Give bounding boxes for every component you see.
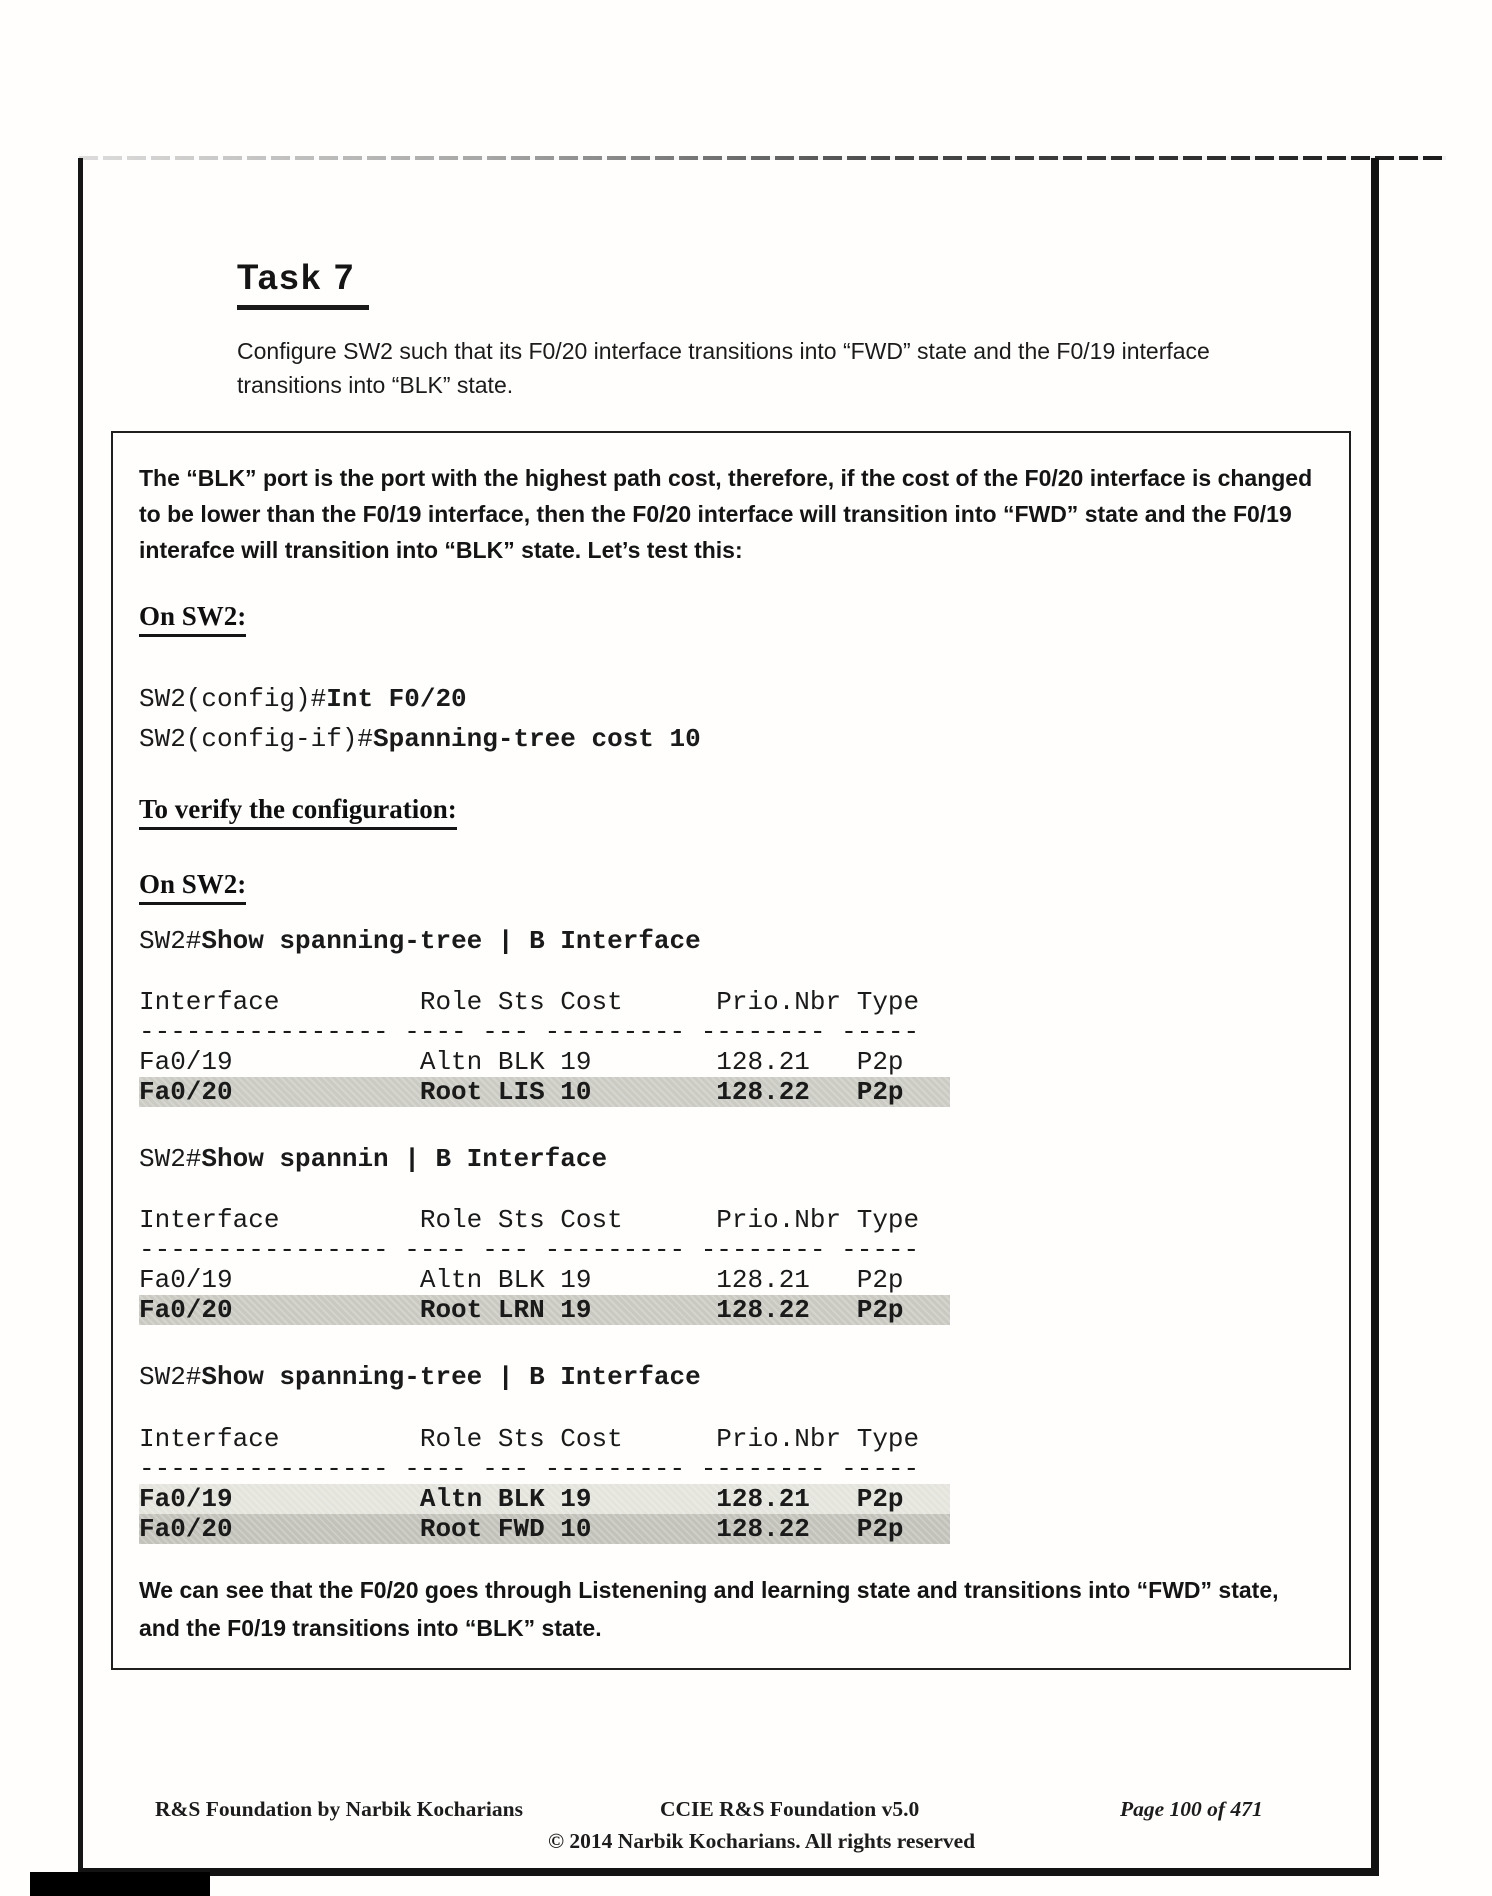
stp-table-divider: ---------------- ---- --- --------- -------- ----- [139, 1017, 920, 1047]
footer-page-number: Page 100 of 471 [1120, 1797, 1263, 1821]
cli-prompt: SW2# [139, 926, 202, 956]
stp-output-table-2 [139, 1205, 1323, 1325]
footer-book-title: R&S Foundation by Narbik Kocharians [155, 1797, 523, 1821]
cli-command: Show spanning-tree | B Interface [201, 1362, 701, 1392]
stp-row-text-highlighted: Fa0/19 Altn BLK 19 128.21 P2p [139, 1484, 951, 1514]
footer-copyright: © 2014 Narbik Kocharians. All rights reserved [548, 1829, 976, 1853]
cli-command: Int F0/20 [326, 684, 467, 714]
stp-row-fa0-19 [139, 1047, 1323, 1077]
stp-table-header: Interface Role Sts Cost Prio.Nbr Type [139, 1205, 920, 1235]
cli-command: Spanning-tree cost 10 [373, 724, 701, 754]
cli-command-line-1 [139, 926, 1323, 956]
stp-row-fa0-20 [139, 1077, 1323, 1107]
stp-row-text-highlighted: Fa0/20 Root FWD 10 128.22 P2p [139, 1514, 951, 1544]
heading-verify-wrap [139, 794, 1323, 830]
task-title: Task 7 [237, 258, 369, 310]
stp-row-text: Fa0/19 Altn BLK 19 128.21 P2p [139, 1047, 904, 1077]
stp-output-table-1 [139, 987, 1323, 1107]
footer-edition: CCIE R&S Foundation v5.0 [660, 1797, 920, 1821]
stp-row-text-highlighted: Fa0/20 Root LIS 10 128.22 P2p [139, 1077, 951, 1107]
explanation-text: The “BLK” port is the port with the highest path cost, therefore, if the cost of the F0/20 interface is changed to be lower than the F0/19 interface, then the F0/20 interface will transition into “FWD” state and the F0/19 interafce will transition into “BLK” state. Let’s test this: [139, 465, 1313, 563]
stp-row-text-highlighted: Fa0/20 Root LRN 19 128.22 P2p [139, 1295, 951, 1325]
solution-box [111, 431, 1351, 1670]
config-line-1 [139, 679, 1323, 719]
heading-on-sw2-2-wrap [139, 869, 1323, 905]
cli-command: Show spannin | B Interface [201, 1144, 608, 1174]
heading-on-sw2-2: On SW2: [139, 869, 246, 905]
cli-prompt: SW2# [139, 1362, 202, 1392]
stp-output-table-3 [139, 1424, 1323, 1544]
page-edge-left-line [78, 158, 83, 1872]
scan-artifact-corner-block [30, 1872, 210, 1896]
stp-table-header: Interface Role Sts Cost Prio.Nbr Type [139, 1424, 920, 1454]
stp-row-fa0-20 [139, 1295, 1323, 1325]
heading-on-sw2-1-wrap [139, 601, 1323, 637]
config-code-block [139, 679, 1323, 759]
cli-command: Show spanning-tree | B Interface [201, 926, 701, 956]
stp-row-fa0-19 [139, 1484, 1323, 1514]
stp-table-divider: ---------------- ---- --- --------- -------- ----- [139, 1235, 920, 1265]
stp-row-fa0-19 [139, 1265, 1323, 1295]
stp-table-header: Interface Role Sts Cost Prio.Nbr Type [139, 987, 920, 1017]
heading-on-sw2-1: On SW2: [139, 601, 246, 637]
cli-command-line-3 [139, 1362, 1323, 1392]
page-edge-right-line [1371, 158, 1379, 1874]
page-edge-bottom-line [78, 1868, 1379, 1876]
cli-prompt: SW2(config-if)# [139, 724, 374, 754]
page-edge-top-line [74, 156, 1446, 160]
cli-prompt: SW2(config)# [139, 684, 327, 714]
stp-table-divider: ---------------- ---- --- --------- -------- ----- [139, 1454, 920, 1484]
cli-prompt: SW2# [139, 1144, 202, 1174]
stp-row-text: Fa0/19 Altn BLK 19 128.21 P2p [139, 1265, 904, 1295]
config-line-2 [139, 719, 1323, 759]
heading-to-verify: To verify the configuration: [139, 794, 457, 830]
task-description: Configure SW2 such that its F0/20 interface transitions into “FWD” state and the F0/19 interface transitions into “BLK” state. [237, 338, 1210, 398]
stp-row-fa0-20 [139, 1514, 1323, 1544]
conclusion-text: We can see that the F0/20 goes through Listenening and learning state and transitions into “FWD” state, and the F0/19 transitions into “BLK” state. [139, 1577, 1279, 1641]
cli-command-line-2 [139, 1144, 1323, 1174]
